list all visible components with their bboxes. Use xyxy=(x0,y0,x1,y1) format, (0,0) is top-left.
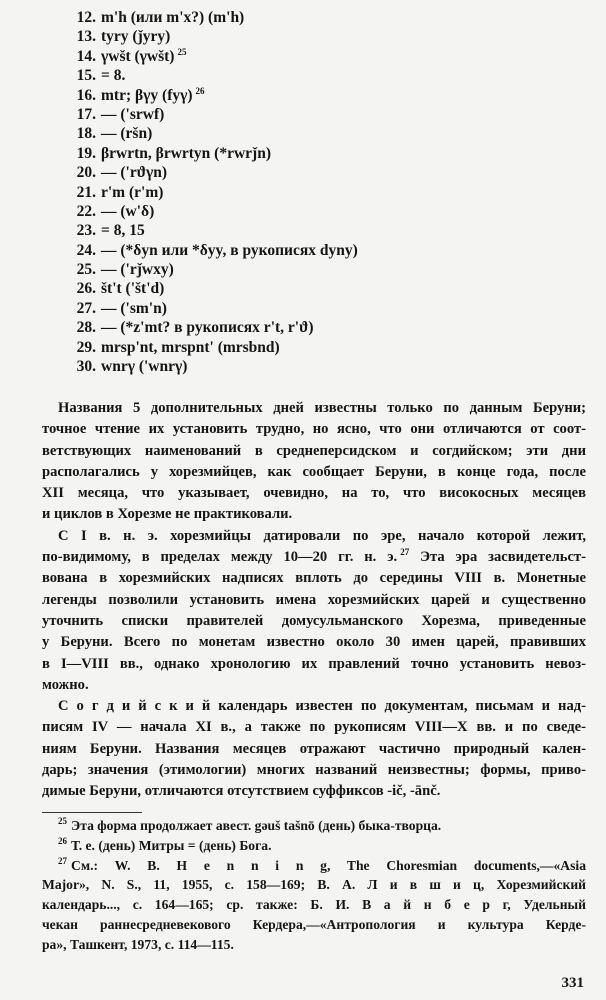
text-line xyxy=(42,526,586,547)
list-item xyxy=(40,279,358,298)
item-text: γwšt (γwšt) xyxy=(101,47,175,65)
text-line xyxy=(42,675,586,696)
text-line xyxy=(42,441,586,462)
line-text: точное чтение их установить трудно, но ясно, что они отличаются от соот- xyxy=(42,421,586,438)
line-text: уточнить списки правителей домусульманского Хорезма, приведенные xyxy=(42,612,586,629)
item-text: tyry (ǰyry) xyxy=(101,28,171,46)
item-number: 15. xyxy=(76,67,96,85)
item-number: 18. xyxy=(76,125,96,143)
footnote xyxy=(42,836,586,856)
footnote xyxy=(42,816,586,836)
item-number: 30. xyxy=(76,358,96,376)
item-number: 29. xyxy=(76,338,96,356)
item-text: m'h (или m'x?) (m'h) xyxy=(101,9,245,26)
line-text: у Беруни. Всего по монетам известно около 30 имен царей, правивших xyxy=(42,634,586,651)
footnote-line xyxy=(42,836,586,856)
text-line xyxy=(42,654,586,675)
footnotes xyxy=(42,816,586,955)
line-text: Т. е. (день) Митры = (день) Бога. xyxy=(71,837,272,853)
list-item xyxy=(40,202,358,221)
item-number: 21. xyxy=(76,183,96,201)
list-item xyxy=(40,260,358,279)
item-number: 14. xyxy=(76,47,96,65)
list-item xyxy=(40,163,358,182)
line-text: легенды позволили установить имена хорезмийских царей и существенно xyxy=(42,591,586,608)
line-text: можно. xyxy=(42,676,89,693)
text-line xyxy=(42,739,586,760)
text-line xyxy=(42,547,586,568)
item-number: 27. xyxy=(76,299,96,317)
list-item xyxy=(40,144,358,163)
paragraph xyxy=(42,696,586,802)
list-item xyxy=(40,183,358,202)
text-line xyxy=(42,419,586,440)
item-number: 25. xyxy=(76,261,96,279)
item-text: — (*δyn или *δyy, в рукописях dyny) xyxy=(101,241,358,259)
text-line xyxy=(42,568,586,589)
footnote-number: 25 xyxy=(58,816,67,826)
footnote-ref: 26 xyxy=(195,85,205,96)
line-text: ветствующих наименований в среднеперсидском и согдийском; эти дни xyxy=(42,442,586,459)
item-text: = 8. xyxy=(101,67,126,85)
text-line xyxy=(42,781,586,802)
footnote-line xyxy=(42,875,586,895)
item-text: — ('rϑγn) xyxy=(101,164,168,182)
line-text: писям IV — начала XI в., а также по рукописям VIII—X вв. и по сведе- xyxy=(42,719,586,736)
item-number: 17. xyxy=(76,105,96,123)
line-text: С о г д и й с к и й календарь известен по документам, письмам и над- xyxy=(58,698,586,715)
line-text: димые Беруни, отличаются отсутствием суффиксов -ič, -ānč. xyxy=(42,783,441,800)
line-text: дарь; значения (этимологии) многих названий неизвестны; формы, приво- xyxy=(42,762,586,779)
footnote-ref: 27 xyxy=(400,547,410,558)
text-line xyxy=(42,398,586,419)
list-item xyxy=(40,299,358,318)
footnote-line xyxy=(42,915,586,935)
list-item xyxy=(40,8,358,27)
item-number: 24. xyxy=(76,241,96,259)
line-text: ра», Ташкент, 1973, с. 114—115. xyxy=(42,936,234,952)
footnote-divider xyxy=(42,812,142,813)
item-number: 16. xyxy=(76,86,96,104)
item-text: — ('rǰwxy) xyxy=(101,261,174,279)
line-text: Эта эра засвидетельст- xyxy=(409,549,586,566)
paragraph xyxy=(42,398,586,526)
item-number: 23. xyxy=(76,222,96,240)
item-text: βrwrtn, βrwrtyn (*rwrǰn) xyxy=(101,144,271,162)
line-text: и циклов в Хорезме не практиковали. xyxy=(42,506,293,523)
paragraph xyxy=(42,526,586,696)
item-text: — ('srwf) xyxy=(101,105,165,123)
list-item xyxy=(40,241,358,260)
text-line xyxy=(42,590,586,611)
list-item xyxy=(40,66,358,85)
item-text: wnrγ ('wnrγ) xyxy=(101,358,188,376)
line-text: Названия 5 дополнительных дней известны только по данным Беруни; xyxy=(58,400,586,416)
line-text: С I в. н. э. хорезмийцы датировали по эре, начало которой лежит, xyxy=(58,527,586,544)
page-number: 331 xyxy=(561,975,584,991)
line-text: См.: W. B. H e n n i n g, The Choresmian documents,—«Asia xyxy=(71,857,586,873)
footnote-ref: 25 xyxy=(177,46,187,57)
text-line xyxy=(42,483,586,504)
item-text: — (ršn) xyxy=(101,125,153,143)
body-text xyxy=(42,398,586,803)
line-text: Эта форма продолжает авест. gǝuš tašnō (день) быка-творца. xyxy=(71,818,442,833)
footnote-line xyxy=(42,935,586,955)
list-item xyxy=(40,47,358,66)
item-number: 20. xyxy=(76,164,96,182)
line-text: в I—VIII вв., однако хронологию их правлений точно установить невоз- xyxy=(42,655,586,672)
footnote-number: 27 xyxy=(58,855,67,866)
text-line xyxy=(42,760,586,781)
footnote xyxy=(42,856,586,955)
line-text: вована в хорезмийских надписях вплоть до середины VIII в. Монетные xyxy=(42,570,586,587)
list-item xyxy=(40,86,358,105)
line-text: календарь..., с. 164—165; ср. также: Б. И. В а й н б е р г, Удельный xyxy=(42,897,586,913)
item-text: — (w'δ) xyxy=(101,202,155,220)
item-text: = 8, 15 xyxy=(101,222,145,240)
footnote-number: 26 xyxy=(58,835,67,846)
line-text: чекан раннесредневекового Кердера,—«Антропология и культура Керде- xyxy=(42,916,586,932)
footnote-line xyxy=(42,895,586,915)
item-text: r'm (r'm) xyxy=(101,183,164,201)
item-text: mtr; βγy (fyγ) xyxy=(101,86,193,104)
item-text: mrsp'nt, mrspnt' (mrsbnd) xyxy=(101,338,280,356)
text-line xyxy=(42,717,586,738)
list-item xyxy=(40,221,358,240)
list-item xyxy=(40,318,358,337)
list-item xyxy=(40,357,358,376)
item-text: št't ('št'd) xyxy=(101,280,165,298)
list-item xyxy=(40,124,358,143)
text-line xyxy=(42,462,586,483)
item-number: 22. xyxy=(76,202,96,220)
item-number: 28. xyxy=(76,319,96,337)
item-number: 12. xyxy=(76,9,96,26)
item-number: 26. xyxy=(76,280,96,298)
item-text: — ('sm'n) xyxy=(101,299,167,317)
footnote-line xyxy=(42,816,586,836)
line-text: Major», N. S., 11, 1955, с. 158—169; В. А. Л и в ш и ц, Хорезмийский xyxy=(42,877,586,893)
text-line xyxy=(42,611,586,632)
line-text: по-видимому, в пределах между 10—20 гг. н. э. xyxy=(42,549,398,566)
list-item xyxy=(40,27,358,46)
line-text: располагались у хорезмийцев, как сообщает Беруни, в конце года, после xyxy=(42,463,586,480)
list-item xyxy=(40,338,358,357)
footnote-line xyxy=(42,856,586,876)
item-text: — (*z'mt? в рукописях r't, r'ϑ) xyxy=(101,319,314,337)
line-text: XII месяца, что указывает, очевидно, на то, что високосных месяцев xyxy=(42,485,586,502)
text-line xyxy=(42,632,586,653)
list-item xyxy=(40,105,358,124)
month-names-list xyxy=(40,8,358,376)
text-line xyxy=(42,696,586,717)
item-number: 19. xyxy=(76,144,96,162)
text-line xyxy=(42,504,586,525)
line-text: ниям Беруни. Названия месяцев отражают частично природный кален- xyxy=(42,740,586,757)
item-number: 13. xyxy=(76,28,96,46)
